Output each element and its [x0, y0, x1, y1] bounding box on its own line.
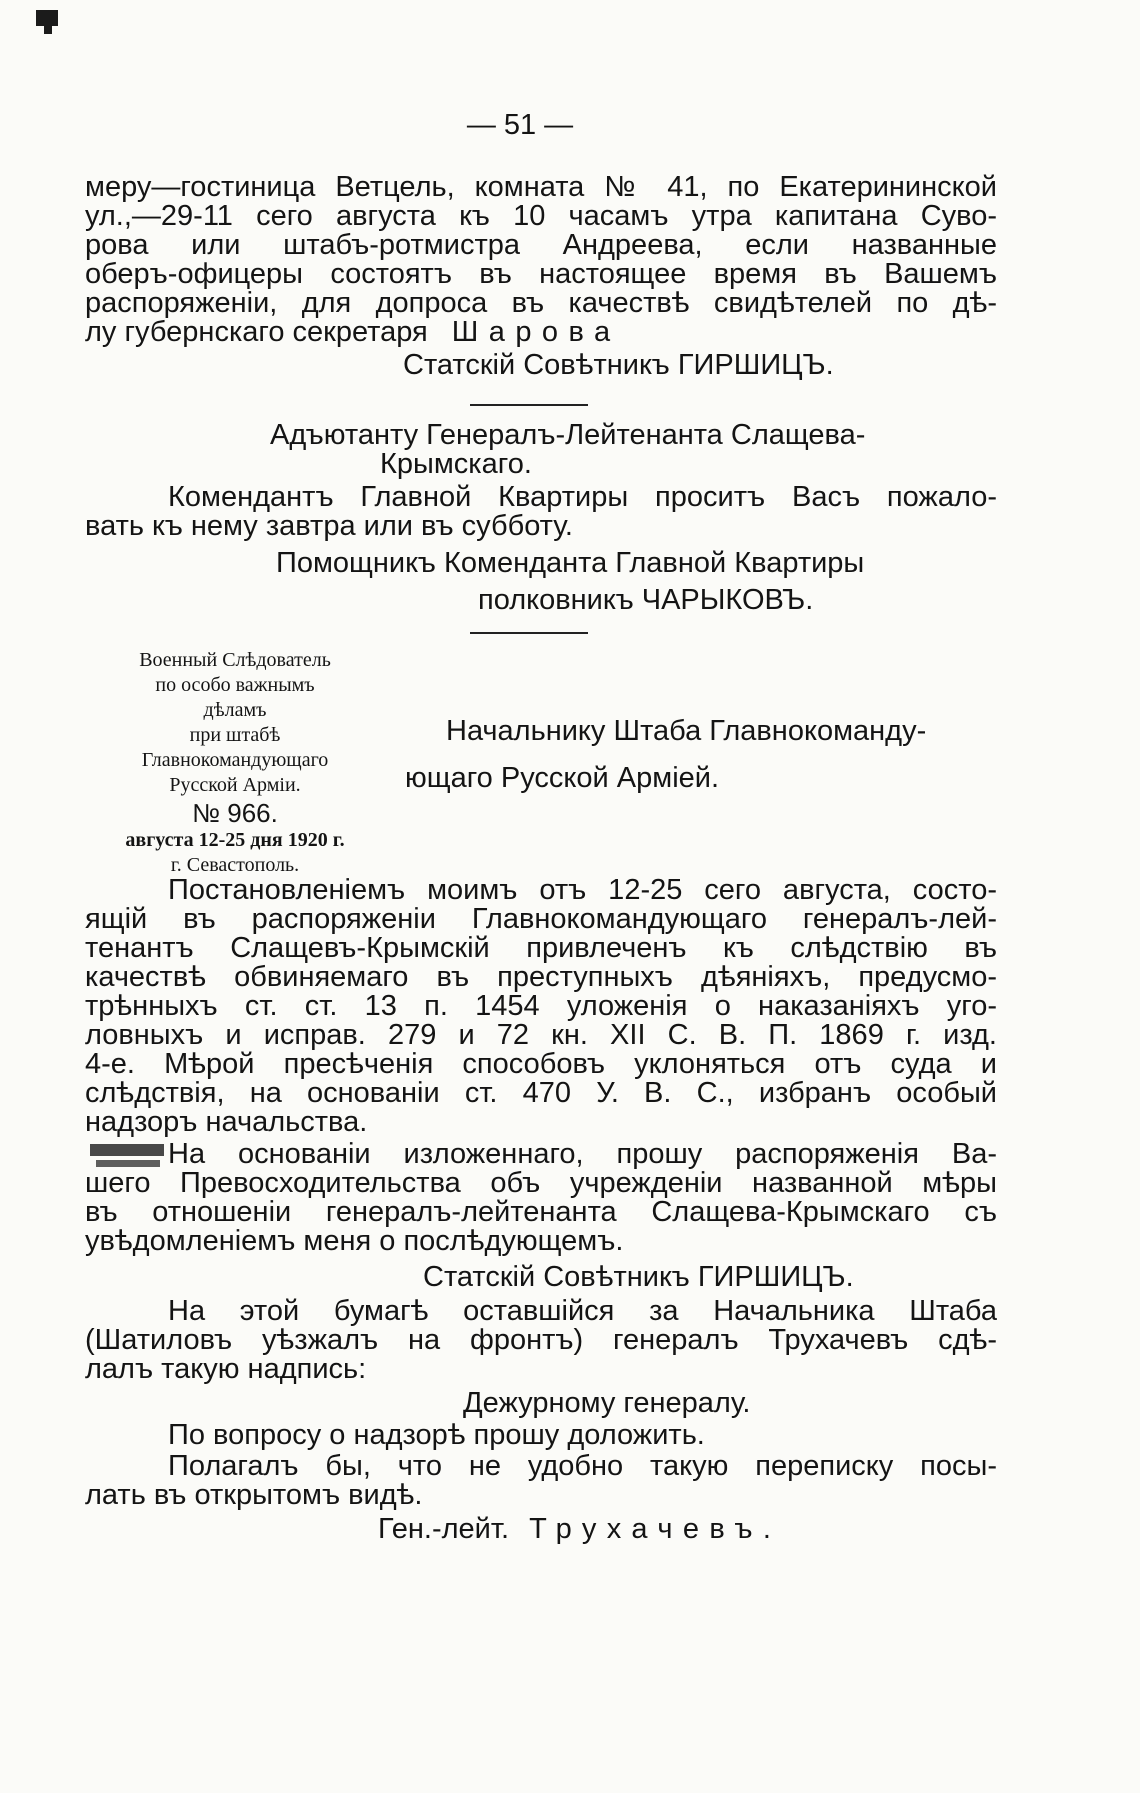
signature-1: Статскій Совѣтникъ ГИРШИЦЪ.: [403, 349, 834, 381]
signature-4-name: Трухачевъ.: [529, 1513, 782, 1545]
para5-line-2: (Шатиловъ уѣзжалъ на фронтъ) генералъ Трухачевъ сдѣ-: [85, 1324, 997, 1356]
signature-2-line-1: Помощникъ Коменданта Главной Квартиры: [276, 547, 865, 579]
addressee-2-line-1: Адъютанту Генералъ-Лейтенанта Слащева-: [270, 419, 866, 451]
para1-line-6: [85, 315, 997, 349]
para1-line-4: оберъ-офицеры состоятъ въ настоящее время въ Вашемъ: [85, 258, 997, 290]
addressee-3-line-2: ющаго Русской Арміей.: [405, 762, 720, 794]
print-smudge-mark: [90, 1144, 164, 1156]
page-number: — 51 —: [466, 109, 574, 141]
divider-2: [470, 632, 588, 634]
para4-line-4: увѣдомленіемъ меня о послѣдующемъ.: [85, 1225, 624, 1257]
sender-line-6: Русской Арміи.: [169, 774, 301, 796]
addressee-3-line-1: Начальнику Штаба Главнокоманду-: [446, 715, 927, 747]
para3-line-4: качествѣ обвиняемаго въ преступныхъ дѣяніяхъ, предусмо-: [85, 961, 997, 993]
para1-line-6-text: лу губернскаго секретаря: [85, 316, 428, 348]
sender-place: г. Севастополь.: [170, 854, 300, 876]
para2-line-1: Комендантъ Главной Квартиры проситъ Васъ пожало-: [168, 481, 997, 513]
signature-2-line-2: полковникъ ЧАРЫКОВЪ.: [478, 584, 814, 616]
para4-line-1: На основаніи изложеннаго, прошу распоряженія Ва-: [168, 1138, 997, 1170]
para4-line-3: въ отношеніи генералъ-лейтенанта Слащева-Крымскаго съ: [85, 1196, 997, 1228]
para1-line-2: ул.,—29-11 сего августа къ 10 часамъ утра капитана Суво-: [85, 200, 997, 232]
para5-line-3: лалъ такую надпись:: [85, 1353, 367, 1385]
para1-spaced-name: Шарова: [451, 316, 621, 348]
resolution-addressee: Дежурному генералу.: [463, 1387, 751, 1419]
divider-1: [470, 404, 588, 406]
sender-line-4: при штабѣ: [189, 724, 281, 746]
sender-line-3: дѣламъ: [203, 699, 267, 721]
sender-number: № 966.: [192, 798, 278, 828]
para3-line-1: Постановленіемъ моимъ отъ 12-25 сего августа, состо-: [168, 874, 997, 906]
para5-line-1: На этой бумагѣ оставшійся за Начальника Штаба: [168, 1295, 997, 1327]
ink-blot-mark-stem: [44, 24, 52, 34]
resolution-line-1: По вопросу о надзорѣ прошу доложить.: [168, 1419, 705, 1451]
resolution-line-2: Полагалъ бы, что не удобно такую переписку посы-: [168, 1450, 997, 1482]
para2-line-2: вать къ нему завтра или въ субботу.: [85, 510, 573, 542]
para3-line-8: слѣдствія, на основаніи ст. 470 У. В. С., избранъ особый: [85, 1077, 997, 1109]
sender-line-2: по особо важнымъ: [155, 674, 315, 696]
para3-line-9: надзоръ начальства.: [85, 1106, 368, 1138]
para3-line-2: ящій въ распоряженіи Главнокомандующаго генералъ-лей-: [85, 903, 997, 935]
para3-line-5: трѣнныхъ ст. ст. 13 п. 1454 уложенія о наказаніяхъ уго-: [85, 990, 997, 1022]
signature-4: [378, 1512, 781, 1546]
resolution-line-3: лать въ открытомъ видѣ.: [85, 1479, 423, 1511]
signature-4-prefix: Ген.-лейт.: [378, 1513, 509, 1545]
addressee-2-line-2: Крымскаго.: [380, 448, 532, 480]
para3-line-7: 4-е. Мѣрой пресѣченія способовъ уклоняться отъ суда и: [85, 1048, 997, 1080]
sender-date: августа 12-25 дня 1920 г.: [125, 829, 345, 851]
signature-3: Статскій Совѣтникъ ГИРШИЦЪ.: [423, 1261, 854, 1293]
para1-line-1: меру—гостиница Ветцель, комната № 41, по Екатерининской: [85, 171, 997, 203]
para1-line-5: распоряженіи, для допроса въ качествѣ свидѣтелей по дѣ-: [85, 287, 997, 319]
para1-line-3: рова или штабъ-ротмистра Андреева, если названные: [85, 229, 997, 261]
sender-block: [80, 648, 390, 878]
sender-line-5: Главнокомандующаго: [141, 749, 329, 771]
para3-line-6: ловныхъ и исправ. 279 и 72 кн. XII С. В. П. 1869 г. изд.: [85, 1019, 997, 1051]
para3-line-3: тенантъ Слащевъ-Крымскій привлеченъ къ слѣдствію въ: [85, 932, 997, 964]
sender-line-1: Военный Слѣдователь: [139, 649, 331, 671]
para4-line-2: шего Превосходительства объ учрежденіи названной мѣры: [85, 1167, 997, 1199]
